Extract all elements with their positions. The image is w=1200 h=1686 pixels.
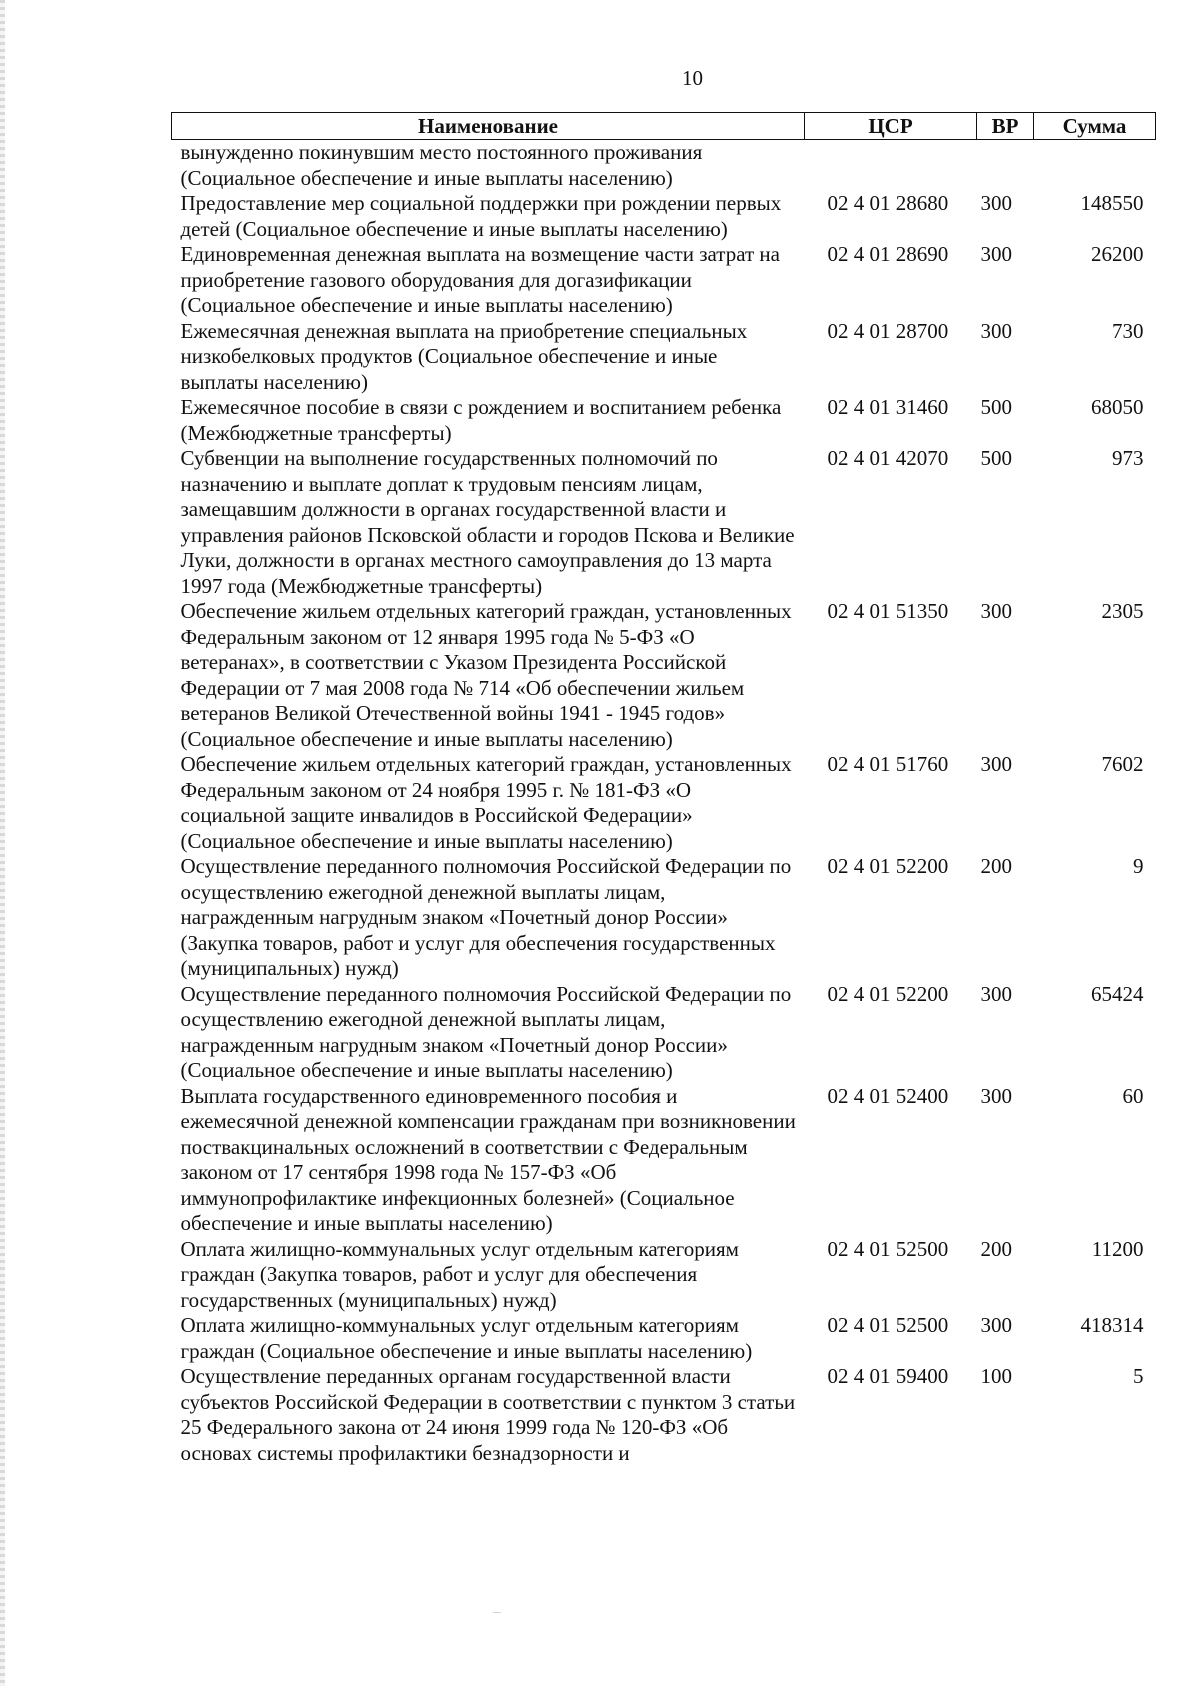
row-name: Оплата жилищно-коммунальных услуг отдельным категориям граждан (Закупка товаров, работ и услуг для обеспечения государственных (муниципальных) нужд): [180, 1236, 739, 1312]
table-row: [172, 1084, 1156, 1237]
row-sum: 418314: [1080, 1313, 1144, 1337]
row-csr: 02 4 01 28700: [827, 318, 949, 343]
table-row: [172, 1237, 1156, 1314]
row-csr: [805, 140, 977, 192]
row-sum: 973: [1112, 446, 1144, 470]
table-row: [172, 446, 1156, 599]
row-csr: 02 4 01 31460: [827, 395, 949, 419]
page-number: 10: [682, 66, 703, 90]
row-sum: 60: [1122, 1083, 1144, 1108]
table-row: [172, 982, 1156, 1084]
row-name: Ежемесячная денежная выплата на приобретение специальных низкобелковых продуктов (Социальное обеспечение и иные выплаты населению): [180, 318, 748, 394]
row-vr: 200: [980, 1236, 1012, 1261]
row-csr: 02 4 01 51760: [827, 752, 949, 776]
row-sum: 65424: [1091, 981, 1144, 1006]
table-row: [172, 242, 1156, 319]
row-vr: 300: [980, 752, 1012, 776]
table-row: [172, 1364, 1156, 1466]
row-sum: 7602: [1101, 752, 1144, 776]
row-csr: 02 4 01 51350: [827, 599, 949, 623]
row-sum: 68050: [1091, 395, 1144, 419]
row-sum: 26200: [1091, 242, 1144, 266]
row-name: Обеспечение жильем отдельных категорий граждан, установленных Федеральным законом от 12 января 1995 года № 5-ФЗ «О ветеранах», в соответствии с Указом Президента Российской Федерации от 7 мая 2008 года № 714 «Об обеспечении жильем ветеранов Великой Отечественной войны 1941 - 1945 годов» (Социальное обеспечение и иные выплаты населению): [180, 599, 792, 751]
row-vr: [977, 140, 1034, 192]
row-csr: 02 4 01 59400: [827, 1364, 949, 1388]
row-vr: 200: [980, 854, 1012, 878]
row-csr: 02 4 01 28690: [827, 242, 949, 266]
header-name: Наименование: [172, 113, 805, 140]
row-name: Оплата жилищно-коммунальных услуг отдельным категориям граждан (Социальное обеспечение и иные выплаты населению): [180, 1313, 753, 1363]
row-name: Осуществление переданного полномочия Российской Федерации по осуществлению ежегодной денежной выплаты лицам, награжденным нагрудным знаком «Почетный донор России» (Закупка товаров, работ и услуг для обеспечения государственных (муниципальных) нужд): [180, 854, 792, 980]
scan-edge: [0, 0, 5, 1686]
table-row: [172, 140, 1156, 192]
row-name: Субвенции на выполнение государственных полномочий по назначению и выплате доплат к трудовым пенсиям лицам, замещавшим должности в органах государственной власти и управления районов Псковской области и городов Пскова и Великие Луки, должности в органах местного самоуправления до 13 марта 1997 года (Межбюджетные трансферты): [180, 446, 795, 598]
row-csr: 02 4 01 52500: [827, 1313, 949, 1337]
row-vr: 300: [980, 981, 1012, 1006]
table-row: [172, 599, 1156, 752]
row-sum: 2305: [1101, 599, 1144, 623]
table-row: [172, 395, 1156, 446]
row-name: Предоставление мер социальной поддержки при рождении первых детей (Социальное обеспечение и иные выплаты населению): [180, 191, 782, 241]
row-vr: 500: [980, 395, 1012, 419]
table-row: [172, 752, 1156, 854]
row-csr: 02 4 01 42070: [827, 446, 949, 470]
header-vr: ВР: [977, 113, 1034, 140]
row-csr: 02 4 01 28680: [827, 191, 949, 215]
row-sum: 5: [1133, 1364, 1144, 1388]
scan-mark: [493, 1612, 501, 1613]
header-sum: Сумма: [1034, 113, 1156, 140]
row-name: вынужденно покинувшим место постоянного проживания (Социальное обеспечение и иные выплаты населению): [180, 140, 703, 190]
header-csr: ЦСР: [805, 113, 977, 140]
row-sum: 11200: [1091, 1236, 1144, 1261]
row-csr: 02 4 01 52500: [827, 1236, 949, 1261]
table-row: [172, 854, 1156, 982]
row-name: Осуществление переданного полномочия Российской Федерации по осуществлению ежегодной денежной выплаты лицам, награжденным нагрудным знаком «Почетный донор России» (Социальное обеспечение и иные выплаты населению): [180, 981, 792, 1082]
row-vr: 300: [980, 318, 1012, 343]
row-csr: 02 4 01 52400: [827, 1083, 949, 1108]
row-name: Осуществление переданных органам государственной власти субъектов Российской Федерации в соответствии с пунктом 3 статьи 25 Федерального закона от 24 июня 1999 года № 120-ФЗ «Об основах системы профилактики безнадзорности и: [180, 1364, 796, 1465]
row-sum: 9: [1133, 854, 1144, 878]
row-vr: 300: [980, 242, 1012, 266]
row-vr: 500: [980, 446, 1012, 470]
row-name: Ежемесячное пособие в связи с рождением и воспитанием ребенка (Межбюджетные трансферты): [180, 395, 782, 445]
table-row: [172, 319, 1156, 396]
table-row: [172, 1313, 1156, 1364]
table-header-row: [172, 113, 1156, 140]
row-sum: 730: [1112, 318, 1144, 343]
budget-table: [171, 112, 1156, 1466]
row-vr: 300: [980, 599, 1012, 623]
row-vr: 100: [980, 1364, 1012, 1388]
row-name: Выплата государственного единовременного пособия и ежемесячной денежной компенсации гражданам при возникновении поствакцинальных осложнений в соответствии с Федеральным законом от 17 сентября 1998 года № 157-ФЗ «Об иммунопрофилактике инфекционных болезней» (Социальное обеспечение и иные выплаты населению): [180, 1083, 796, 1235]
row-name: Единовременная денежная выплата на возмещение части затрат на приобретение газового оборудования для догазификации (Социальное обеспечение и иные выплаты населению): [180, 242, 780, 317]
row-sum: [1034, 140, 1156, 192]
row-vr: 300: [980, 191, 1012, 215]
row-csr: 02 4 01 52200: [827, 854, 949, 878]
table-body: [172, 140, 1156, 1467]
table-row: [172, 191, 1156, 242]
row-vr: 300: [980, 1083, 1012, 1108]
row-csr: 02 4 01 52200: [827, 981, 949, 1006]
row-vr: 300: [980, 1313, 1012, 1337]
row-name: Обеспечение жильем отдельных категорий граждан, установленных Федеральным законом от 24 ноября 1995 г. № 181-ФЗ «О социальной защите инвалидов в Российской Федерации» (Социальное обеспечение и иные выплаты населению): [180, 752, 792, 853]
row-sum: 148550: [1080, 191, 1144, 215]
